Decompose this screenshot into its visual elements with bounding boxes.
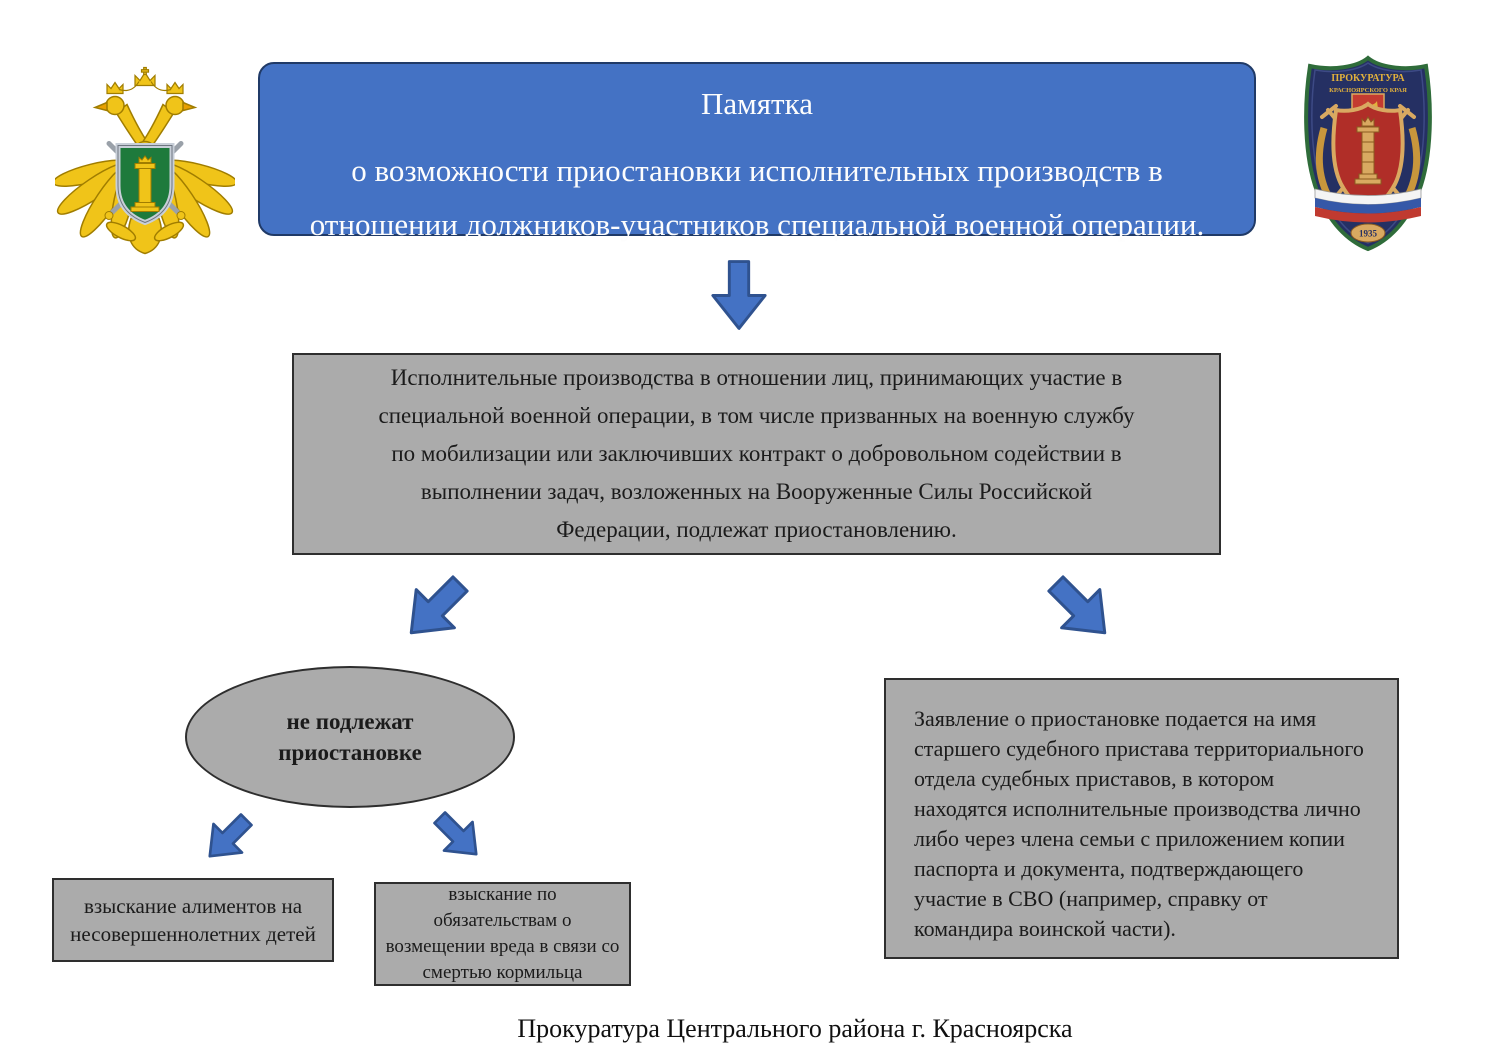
main-statement-box (292, 353, 1221, 555)
exception-breadwinner-text: взыскание по обязательствам о возмещении вреда в связи со смертью кормильца (385, 884, 620, 983)
small-arrow-left-icon (177, 787, 279, 889)
exception-alimony-text: взыскание алиментов на несовершеннолетних детей (70, 894, 316, 946)
krasnoyarsk-prosecutor-badge-icon (1293, 50, 1443, 255)
badge-year: 1935 (1359, 228, 1377, 239)
memo-subtitle: о возможности приостановки исполнительных производств в отношении должников-участников специальной военной операции. (309, 153, 1205, 242)
exception-box-breadwinner (374, 882, 631, 986)
application-info-text: Заявление о приостановке подается на имя старшего судебного пристава территориального отдела судебных приставов, в котором находятся исполнительные производства лично либо через члена семьи с приложением копии паспорта и документа, подтверждающего участие в СВО (например, справку от командира воинской части). (914, 706, 1364, 941)
eagle-emblem-svg (55, 62, 235, 260)
prosecutor-eagle-emblem-icon (55, 62, 235, 260)
application-info-box (884, 678, 1399, 959)
title-banner (258, 62, 1256, 242)
diagonal-arrow-right-icon (1012, 540, 1148, 676)
diagonal-arrow-left-icon (368, 540, 504, 676)
badge-org-line1: ПРОКУРАТУРА (1331, 73, 1405, 84)
not-suspended-ellipse (185, 666, 515, 808)
main-statement-text: Исполнительные производства в отношении лиц, принимающих участие в специальной военной операции, в том числе призванных на военную службу по мобилизации или заключивших контракт о добровольном содействии в выполнении задач, возложенных на Вооруженные Силы Российской Федерации, подлежат приостановлению. (378, 365, 1135, 542)
exception-box-alimony (52, 878, 334, 962)
badge-svg (1293, 50, 1443, 255)
down-arrow-icon (708, 256, 770, 334)
footer-caption: Прокуратура Центрального района г. Красноярска (517, 1014, 1073, 1043)
not-suspended-label: не подлежат приостановке (278, 709, 422, 765)
badge-org-line2: КРАСНОЯРСКОГО КРАЯ (1329, 87, 1407, 94)
memo-title: Памятка (701, 86, 813, 121)
